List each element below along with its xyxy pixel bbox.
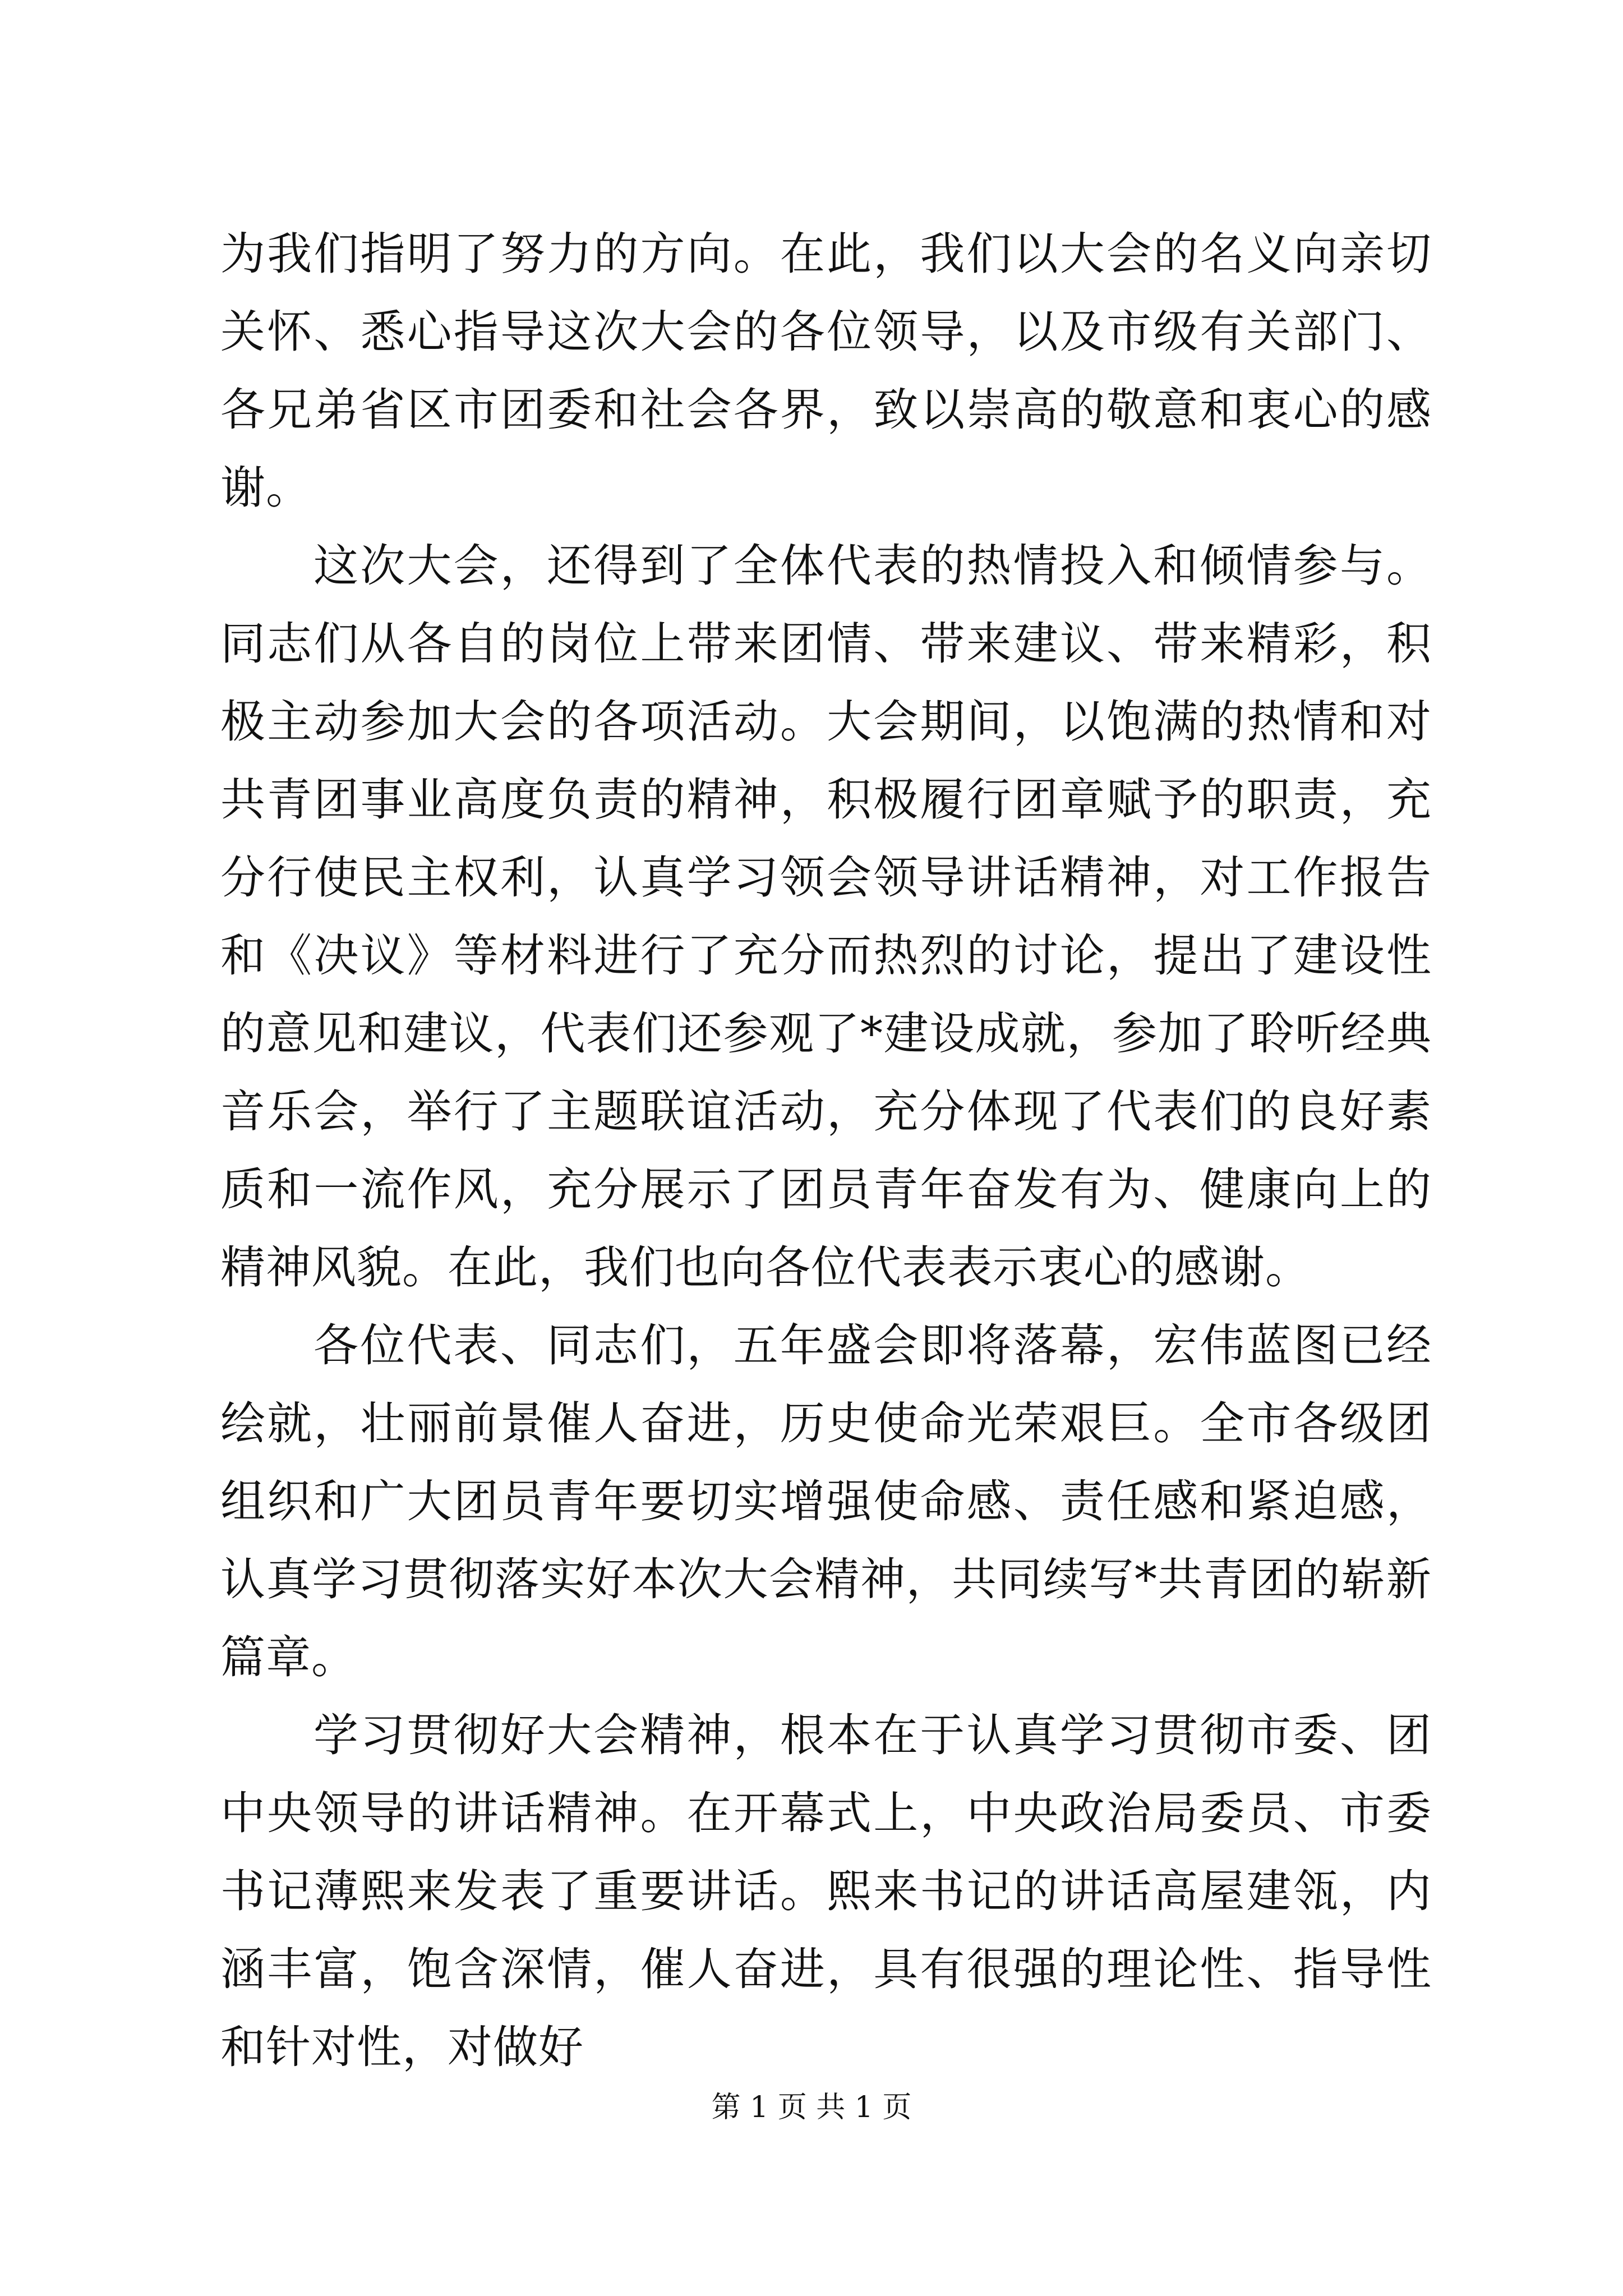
paragraph-4: 学习贯彻好大会精神，根本在于认真学习贯彻市委、团中央领导的讲话精神。在开幕式上，中央政治局委员、市委书记薄熙来发表了重要讲话。熙来书记的讲话高屋建瓴，内涵丰富，饱含深情，催人奋进，具有很强的理论性、指导性和针对性，对做好	[220, 1709, 1432, 2073]
paragraph-3: 各位代表、同志们，五年盛会即将落幕，宏伟蓝图已经绘就，壮丽前景催人奋进，历史使命光荣艰巨。全市各级团组织和广大团员青年要切实增强使命感、责任感和紧迫感，认真学习贯彻落实好本次大会精神，共同续写*共青团的崭新篇章。	[220, 1319, 1432, 1683]
page-number-footer: 第 1 页 共 1 页	[711, 2091, 912, 2124]
document-body	[220, 215, 1432, 2086]
paragraph-1: 为我们指明了努力的方向。在此，我们以大会的名义向亲切关怀、悉心指导这次大会的各位领导，以及市级有关部门、各兄弟省区市团委和社会各界，致以崇高的敬意和衷心的感谢。	[220, 228, 1432, 514]
paragraph-2: 这次大会，还得到了全体代表的热情投入和倾情参与。同志们从各自的岗位上带来团情、带来建议、带来精彩，积极主动参加大会的各项活动。大会期间，以饱满的热情和对共青团事业高度负责的精神，积极履行团章赋予的职责，充分行使民主权利，认真学习领会领导讲话精神，对工作报告和《决议》等材料进行了充分而热烈的讨论，提出了建设性的意见和建议，代表们还参观了*建设成就，参加了聆听经典音乐会，举行了主题联谊活动，充分体现了代表们的良好素质和一流作风，充分展示了团员青年奋发有为、健康向上的精神风貌。在此，我们也向各位代表表示衷心的感谢。	[220, 540, 1432, 1294]
